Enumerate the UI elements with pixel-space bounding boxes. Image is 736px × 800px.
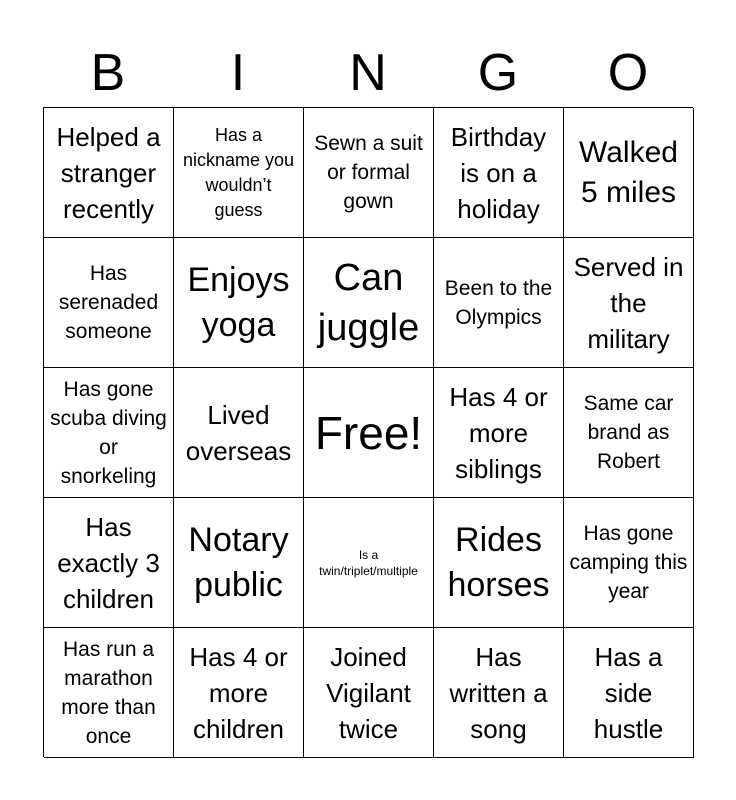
bingo-cell[interactable]: Joined Vigilant twice [304,628,434,758]
bingo-cell[interactable]: Is a twin/triplet/multiple [304,498,434,628]
bingo-cell[interactable]: Walked 5 miles [564,108,694,238]
bingo-cell[interactable]: Been to the Olympics [434,238,564,368]
bingo-cell[interactable]: Enjoys yoga [174,238,304,368]
bingo-cell[interactable]: Has a side hustle [564,628,694,758]
header-letter-n: N [349,44,387,102]
bingo-cell[interactable]: Notary public [174,498,304,628]
bingo-cell[interactable]: Lived overseas [174,368,304,498]
header-letter-g: G [477,44,519,102]
free-space-cell[interactable]: Free! [304,368,434,498]
bingo-cell[interactable]: Has 4 or more siblings [434,368,564,498]
bingo-cell[interactable]: Has gone scuba diving or snorkeling [44,368,174,498]
bingo-cell[interactable]: Has serenaded someone [44,238,174,368]
header-letter-o: O [607,44,649,102]
bingo-cell[interactable]: Same car brand as Robert [564,368,694,498]
bingo-cell[interactable]: Helped a stranger recently [44,108,174,238]
bingo-cell[interactable]: Can juggle [304,238,434,368]
bingo-cell[interactable]: Has gone camping this year [564,498,694,628]
bingo-board [43,107,693,757]
bingo-cell[interactable]: Sewn a suit or formal gown [304,108,434,238]
bingo-cell[interactable]: Rides horses [434,498,564,628]
bingo-cell[interactable]: Has exactly 3 children [44,498,174,628]
bingo-cell[interactable]: Has run a marathon more than once [44,628,174,758]
bingo-cell[interactable]: Has 4 or more children [174,628,304,758]
header-letter-i: I [230,44,246,102]
bingo-cell[interactable]: Birthday is on a holiday [434,108,564,238]
bingo-cell[interactable]: Has a nickname you wouldn’t guess [174,108,304,238]
header-letter-b: B [90,44,126,102]
bingo-header [43,40,693,106]
bingo-cell[interactable]: Served in the military [564,238,694,368]
bingo-cell[interactable]: Has written a song [434,628,564,758]
